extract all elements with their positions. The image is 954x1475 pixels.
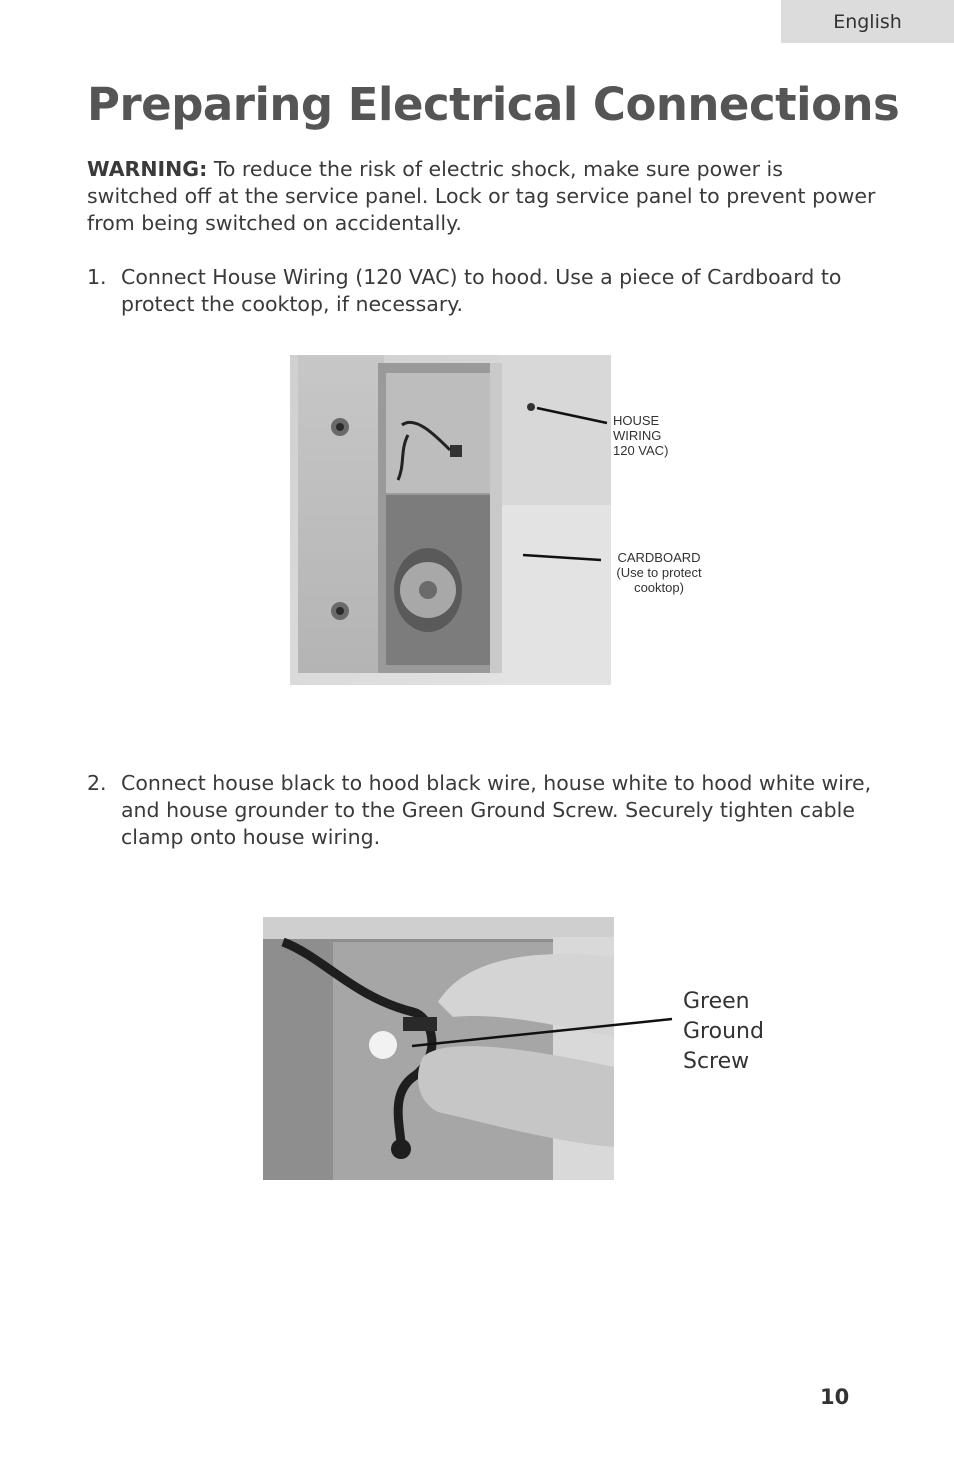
warning-paragraph bbox=[87, 156, 877, 237]
language-tab bbox=[781, 0, 954, 43]
callout-house-wiring bbox=[613, 413, 683, 458]
step-1-text: Connect House Wiring (120 VAC) to hood. Use a piece of Cardboard to protect the cooktop, if necessary. bbox=[121, 265, 842, 316]
callout-cardboard-line-3: cooktop) bbox=[634, 580, 684, 595]
warning-text: To reduce the risk of electric shock, make sure power is switched off at the service panel. Lock or tag service panel to prevent power from being switched on accidentally. bbox=[87, 157, 876, 235]
step-1 bbox=[87, 264, 887, 318]
callout-green-line-3: Screw bbox=[683, 1049, 750, 1074]
callout-house-line-1: HOUSE bbox=[613, 413, 660, 428]
hood-wiring-photo bbox=[290, 355, 611, 685]
page-title: Preparing Electrical Connections bbox=[87, 78, 900, 131]
language-label: English bbox=[833, 10, 902, 33]
step-2 bbox=[87, 770, 887, 851]
callout-green-ground-screw bbox=[683, 987, 803, 1077]
callout-cardboard-line-2: (Use to protect bbox=[616, 565, 702, 580]
callout-house-line-3: 120 VAC) bbox=[613, 443, 669, 458]
ground-screw-photo bbox=[263, 917, 614, 1180]
warning-label: WARNING: bbox=[87, 157, 208, 181]
callout-cardboard-line-1: CARDBOARD bbox=[617, 550, 701, 565]
page-number: 10 bbox=[820, 1385, 850, 1409]
callout-house-line-2: WIRING bbox=[613, 428, 662, 443]
callout-cardboard bbox=[606, 550, 712, 595]
step-2-text: Connect house black to hood black wire, house white to hood white wire, and house grounder to the Green Ground Screw. Securely tighten cable clamp onto house wiring. bbox=[121, 771, 872, 849]
step-2-number: 2. bbox=[87, 771, 107, 795]
callout-green-line-2: Ground bbox=[683, 1019, 764, 1044]
callout-green-line-1: Green bbox=[683, 989, 750, 1014]
step-1-number: 1. bbox=[87, 265, 107, 289]
